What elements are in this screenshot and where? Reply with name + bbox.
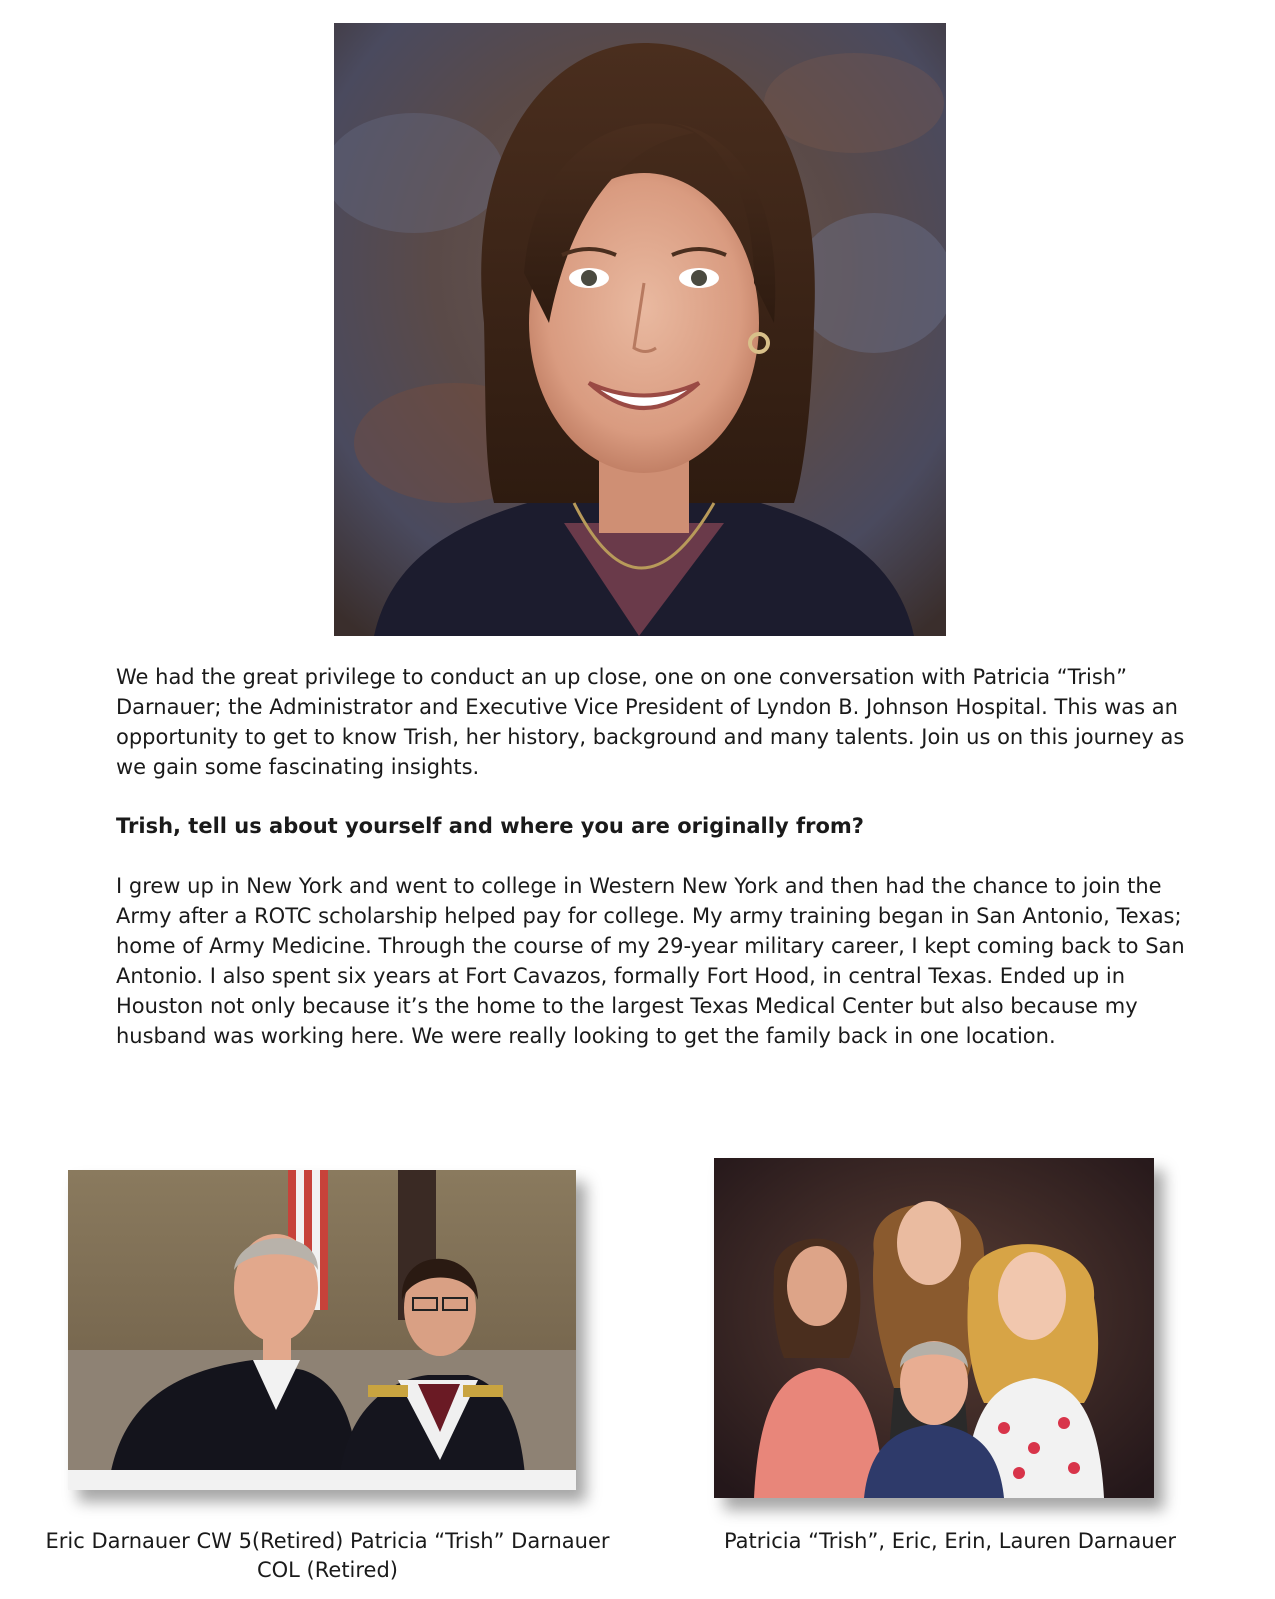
military-photo-caption: Eric Darnauer CW 5(Retired) Patricia “Trish” Darnauer COL (Retired) [45, 1529, 610, 1582]
military-couple-photo [68, 1170, 576, 1490]
interview-answer: I grew up in New York and went to college in Western New York and then had the chance to join the Army after a ROTC scholarship helped pay for college. My army training began in San Antonio, Texas; home of Army Medicine. Through the course of my 29-year military career, I kept coming back to San Antonio. I also spent six years at Fort Cavazos, formally Fort Hood, in central Texas. Ended up in Houston not only because it’s the home to the largest Texas Medical Center but also because my husband was working here. We were really looking to get the family back in one location. [116, 874, 1185, 1048]
intro-paragraph: We had the great privilege to conduct an up close, one on one conversation with Patricia “Trish” Darnauer; the Administrator and Executive Vice President of Lyndon B. Johnson Hospital. This was an opportunity to get to know Trish, her history, background and many talents. Join us on this journey as we gain some fascinating insights. [116, 665, 1185, 779]
portrait-photo [334, 23, 946, 636]
family-photo-caption: Patricia “Trish”, Eric, Erin, Lauren Darnauer [723, 1529, 1177, 1553]
family-photo [714, 1158, 1154, 1498]
interview-question: Trish, tell us about yourself and where you are originally from? [116, 814, 864, 838]
